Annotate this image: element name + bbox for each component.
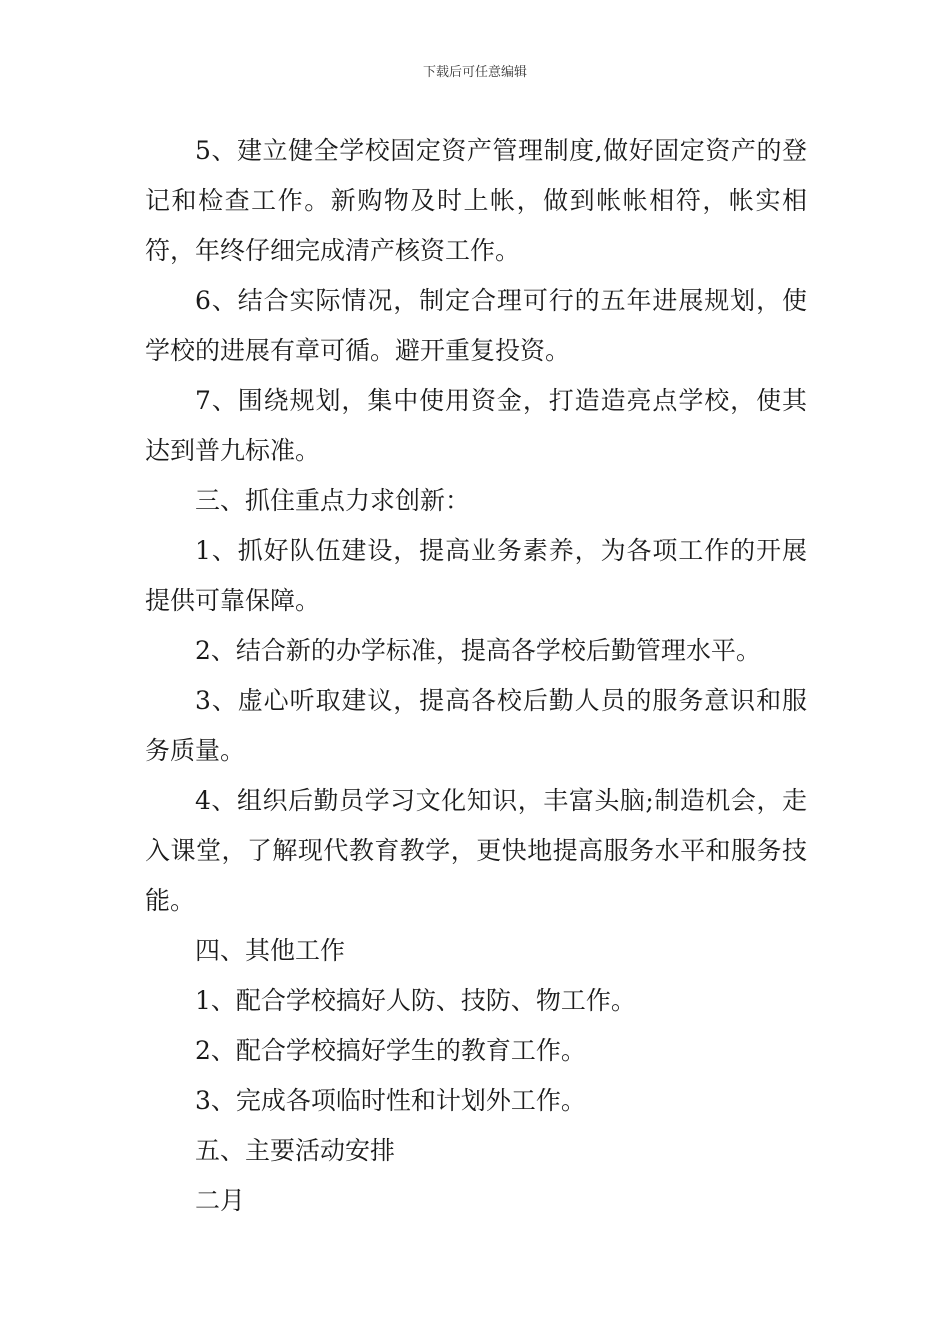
document-body [145,126,807,1226]
paragraph-item-6: 6、结合实际情况，制定合理可行的五年进展规划，使学校的进展有章可循。避开重复投资。 [145,286,807,365]
paragraph-item-2: 2、结合新的办学标准，提高各学校后勤管理水平。 [195,636,761,665]
section-heading-4: 四、其他工作 [195,936,346,965]
paragraph-other-1: 1、配合学校搞好人防、技防、物工作。 [195,986,636,1015]
month-heading: 二月 [195,1186,246,1215]
page-header: 下载后可任意编辑 [422,65,527,80]
paragraph-item-7: 7、围绕规划，集中使用资金，打造造亮点学校，使其达到普九标准。 [145,386,807,465]
paragraph-other-2: 2、配合学校搞好学生的教育工作。 [195,1036,586,1065]
paragraph-item-5: 5、建立健全学校固定资产管理制度,做好固定资产的登记和检查工作。新购物及时上帐，做到帐帐相符，帐实相符，年终仔细完成清产核资工作。 [145,136,807,265]
paragraph-item-1: 1、抓好队伍建设，提高业务素养，为各项工作的开展提供可靠保障。 [145,536,807,615]
paragraph-item-3: 3、虚心听取建议，提高各校后勤人员的服务意识和服务质量。 [145,686,807,765]
paragraph-item-4: 4、组织后勤员学习文化知识，丰富头脑;制造机会，走入课堂，了解现代教育教学，更快地提高服务水平和服务技能。 [145,786,807,915]
section-heading-5: 五、主要活动安排 [195,1136,396,1165]
paragraph-other-3: 3、完成各项临时性和计划外工作。 [195,1086,586,1115]
section-heading-3: 三、抓住重点力求创新： [195,486,471,515]
